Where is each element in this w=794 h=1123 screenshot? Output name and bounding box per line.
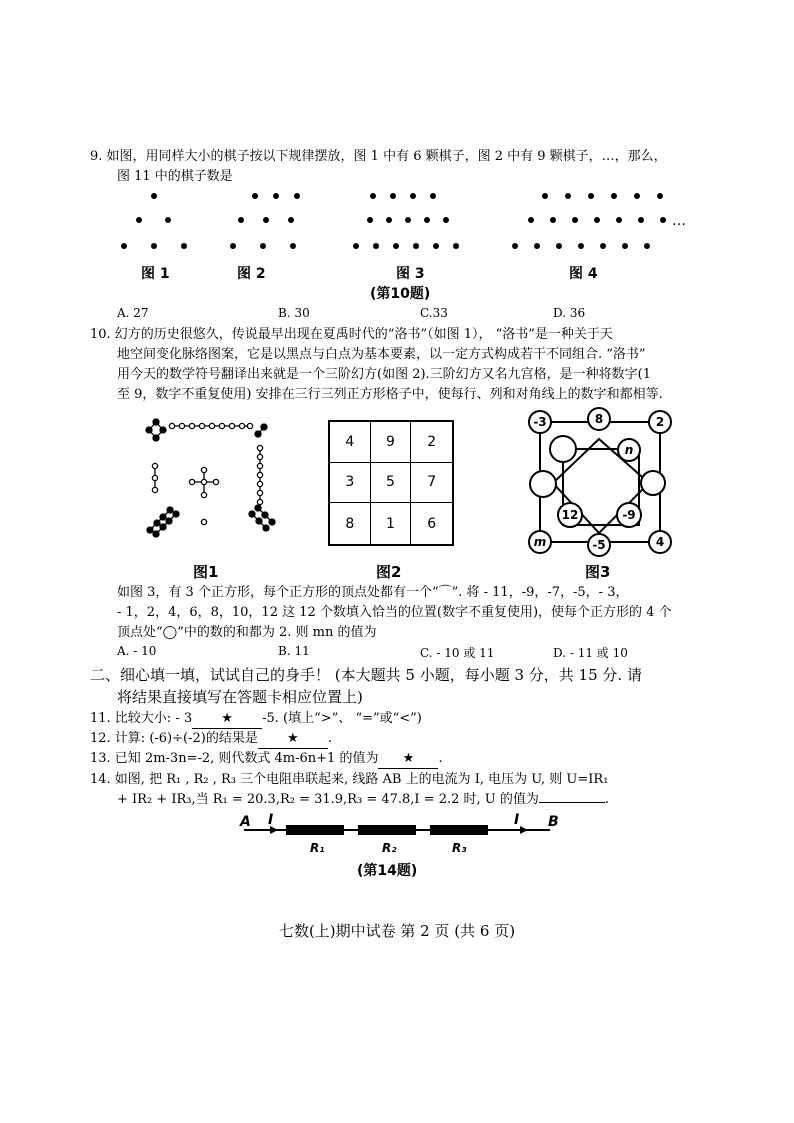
- section2-heading-cont: 将结果直接填写在答题卡相应位置上): [117, 688, 363, 706]
- q9-line2: 图 11 中的棋子数是: [117, 169, 233, 184]
- grid-cell: 6: [427, 515, 437, 532]
- fig3-num-4: 4: [655, 535, 665, 549]
- fig3-num-top-mid: 8: [594, 412, 604, 426]
- circuit-label-r3: R₃: [452, 841, 467, 855]
- q10-after-line2: - 1，2，4，6，8，10，12 这 12 个数填入恰当的位置(数字不重复使用)，使每个正方形的 4 个: [117, 605, 672, 620]
- q9-dot-figures: [0, 180, 794, 260]
- q13-blank[interactable]: ★: [378, 750, 438, 769]
- three-squares-figure: [510, 405, 690, 560]
- circuit-label-i2: I: [514, 812, 520, 828]
- grid-cell: 8: [330, 503, 371, 544]
- q9-fig3-label: 图 3: [396, 266, 425, 282]
- grid-cell: 4: [330, 422, 371, 463]
- fig3-num-neg9: -9: [622, 508, 636, 522]
- q10-fig1-label: 图1: [193, 563, 219, 581]
- luoshu-figure: [130, 410, 290, 550]
- grid-cell: 3: [330, 463, 371, 504]
- circuit-label-i1: I: [268, 812, 274, 828]
- q12-post: .: [327, 731, 332, 746]
- q9-option-d: D. 36: [553, 306, 586, 320]
- q14-line2-pre: + IR₂ + IR₃,当 R₁ = 20.3,R₂ = 31.9,R₃ = 47.8,I = 2.2 时, U 的值为: [117, 792, 539, 807]
- circuit-diagram: [230, 808, 570, 856]
- resistor-r3: [430, 825, 488, 835]
- q10-line4: 至 9，数字不重复使用) 安排在三行三列正方形格子中，使每行、列和对角线上的数字和都相等.: [117, 387, 663, 402]
- grid-cell: 1: [371, 503, 412, 544]
- circuit-label-r1: R₁: [310, 841, 325, 855]
- q13-pre: 13. 已知 2m-3n=-2, 则代数式 4m-6n+1 的值为: [90, 751, 379, 766]
- q10-option-d: D. - 11 或 10: [553, 646, 628, 660]
- grid-cell: 2: [411, 422, 452, 463]
- q9-fig4-label: 图 4: [569, 266, 598, 282]
- fig3-num-top-left: -3: [533, 415, 547, 429]
- q9-ellipsis: …: [672, 213, 686, 229]
- q12-pre: 12. 计算: (-6)÷(-2)的结果是: [90, 731, 258, 746]
- fig3-num-neg5: -5: [592, 538, 606, 552]
- q10-option-b: B. 11: [278, 644, 310, 658]
- q10-line1: 10. 幻方的历史很悠久，传说最早出现在夏禹时代的“洛书”（如图 1）， “洛书”是一种关于天: [90, 327, 613, 342]
- q11-blank[interactable]: ★: [192, 710, 262, 729]
- circuit-label-a: A: [240, 814, 251, 830]
- q14-caption: (第14题): [357, 863, 418, 879]
- grid-cell: 7: [411, 463, 452, 504]
- q9-option-a: A. 27: [117, 306, 149, 320]
- q10-after-line3: 顶点处“◯”中的数的和都为 2. 则 mn 的值为: [117, 625, 377, 640]
- q9-caption: (第10题): [370, 286, 431, 302]
- resistor-r2: [358, 825, 416, 835]
- grid-cell: 9: [371, 422, 412, 463]
- q12-line: [90, 730, 332, 749]
- q9-fig2-label: 图 2: [237, 266, 266, 282]
- q9-option-c: C.33: [420, 306, 448, 320]
- page-footer: 七数(上)期中试卷 第 2 页 (共 6 页): [278, 922, 516, 940]
- q14-blank[interactable]: [539, 802, 605, 803]
- q10-line2: 地空间变化脉络图案，它是以黑点与白点为基本要素，以一定方式构成若干不同组合. “洛书”: [117, 347, 646, 362]
- fig3-num-m: m: [533, 535, 547, 549]
- q13-line: [90, 750, 443, 769]
- resistor-r1: [286, 825, 344, 835]
- q14-line2: [117, 791, 609, 809]
- fig3-num-n: n: [624, 443, 634, 457]
- q11-post: -5. (填上“>”、 “=”或“<”): [262, 711, 422, 726]
- q9-option-b: B. 30: [278, 306, 310, 320]
- q9-fig1-label: 图 1: [141, 266, 170, 282]
- q10-after-line1: 如图 3，有 3 个正方形，每个正方形的顶点处都有一个“⌒”. 将 - 11，-9，-7，-5，- 3，: [117, 585, 629, 600]
- fig3-num-top-right: 2: [655, 415, 665, 429]
- fig3-num-12: 12: [561, 508, 579, 522]
- q10-option-a: A. - 10: [117, 644, 157, 658]
- magic-square-grid: [328, 420, 454, 546]
- q11-pre: 11. 比较大小: - 3: [90, 711, 193, 726]
- q11-line: [90, 710, 422, 729]
- grid-cell: 5: [371, 463, 412, 504]
- section2-heading: 二、细心填一填，试试自己的身手！ (本大题共 5 小题，每小题 3 分，共 15 分. 请: [90, 666, 642, 684]
- q9-line1: 9. 如图，用同样大小的棋子按以下规律摆放，图 1 中有 6 颗棋子，图 2 中有 9 颗棋子，…，那么，: [90, 149, 667, 164]
- circuit-label-b: B: [548, 814, 559, 830]
- q10-line3: 用今天的数学符号翻译出来就是一个三阶幻方(如图 2).三阶幻方又名九宫格，是一种将数字(1: [117, 367, 652, 382]
- q14-line2-post: .: [604, 792, 610, 807]
- q10-option-c: C. - 10 或 11: [420, 646, 495, 660]
- circuit-label-r2: R₂: [382, 841, 397, 855]
- q13-post: .: [438, 751, 443, 766]
- q14-line1: 14. 如图, 把 R₁ , R₂ , R₃ 三个电阻串联起来, 线路 AB 上的电流为 I, 电压为 U, 则 U=IR₁: [90, 772, 609, 787]
- q10-fig2-label: 图2: [376, 563, 402, 581]
- q10-fig3-label: 图3: [585, 563, 611, 581]
- q12-blank[interactable]: ★: [258, 730, 328, 749]
